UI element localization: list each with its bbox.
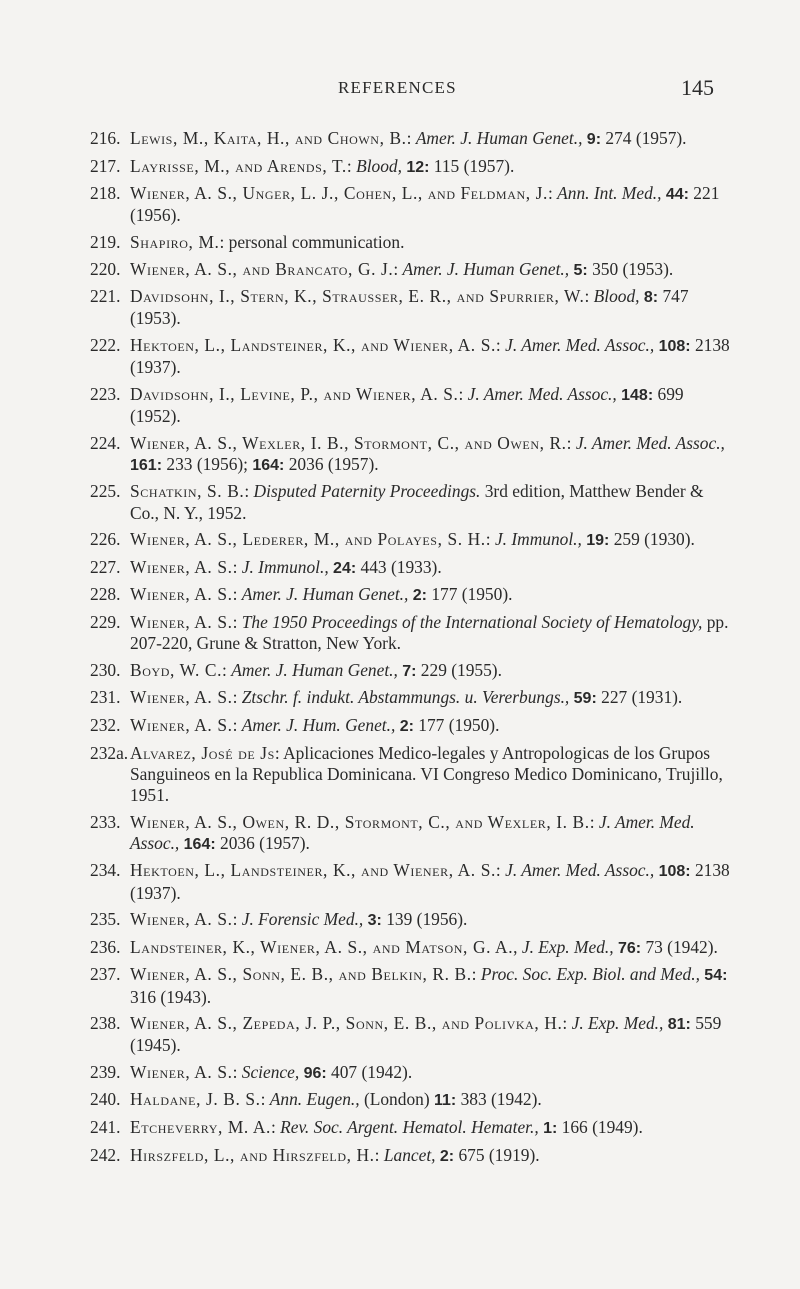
reference-source: J. Exp. Med.,	[521, 936, 614, 957]
reference-number: 238.	[90, 1013, 121, 1034]
reference-item	[90, 183, 730, 226]
reference-detail: : Aplicaciones Medico-legales y Antropologicas de los Grupos Sanguineos en la Republica Dominicana. VI Congreso Medico Dominicano, Trujillo, 1951.	[130, 742, 723, 805]
reference-text	[130, 964, 727, 1006]
reference-detail: 2036 (1957).	[284, 453, 379, 474]
reference-detail: :	[547, 183, 558, 204]
reference-detail: :	[458, 383, 468, 404]
reference-volume: 19:	[586, 532, 610, 550]
reference-number: 223.	[90, 383, 121, 404]
reference-detail: :	[232, 909, 242, 930]
reference-number: 231.	[90, 687, 121, 708]
reference-text	[130, 612, 728, 653]
reference-number: 241.	[90, 1117, 121, 1138]
reference-source: J. Exp. Med.,	[571, 1013, 664, 1034]
reference-volume: 54:	[704, 967, 728, 985]
reference-number: 232.	[90, 714, 121, 735]
reference-item	[90, 335, 730, 378]
reference-number: 221.	[90, 286, 121, 307]
reference-volume: 59:	[573, 690, 597, 708]
reference-text	[130, 232, 404, 252]
reference-authors: Wiener, A. S.	[130, 714, 233, 735]
reference-source: Blood,	[356, 155, 402, 176]
reference-number: 219.	[90, 231, 121, 252]
reference-text	[130, 1145, 540, 1165]
reference-authors: Hirszfeld, L., and Hirszfeld, H.	[130, 1144, 375, 1165]
reference-source: J. Amer. Med. Assoc.,	[575, 432, 725, 453]
reference-detail: 115 (1957).	[429, 155, 515, 176]
reference-detail: pp. 207-220, Grune & Stratton, New York.	[130, 611, 729, 654]
reference-number: 234.	[90, 860, 121, 881]
reference-detail: :	[495, 334, 506, 355]
reference-authors: Wiener, A. S.	[130, 1061, 233, 1082]
reference-detail: :	[244, 481, 254, 502]
reference-text	[130, 156, 514, 176]
reference-volume: 76:	[617, 939, 642, 957]
reference-volume: 164:	[183, 835, 216, 853]
reference-detail: 139 (1956).	[381, 909, 468, 930]
reference-number: 228.	[90, 584, 121, 605]
reference-volume: 12:	[406, 158, 430, 176]
reference-number: 239.	[90, 1061, 121, 1082]
reference-item	[90, 687, 730, 709]
reference-source: Amer. J. Human Genet.,	[415, 128, 583, 148]
reference-volume: 7:	[402, 662, 417, 680]
page-header	[0, 75, 800, 102]
reference-text	[130, 286, 689, 328]
reference-item	[90, 964, 730, 1007]
reference-item	[90, 156, 730, 178]
reference-detail: :	[232, 1061, 242, 1082]
reference-source: J. Amer. Med. Assoc.,	[505, 860, 655, 881]
reference-text	[130, 183, 719, 225]
reference-source: J. Amer. Med. Assoc.,	[130, 811, 695, 853]
reference-detail: 443 (1933).	[356, 556, 442, 577]
reference-authors: Schatkin, S. B.	[130, 481, 245, 502]
reference-number: 225.	[90, 481, 121, 502]
reference-detail: 166 (1949).	[557, 1117, 643, 1138]
reference-authors: Wiener, A. S., Lederer, M., and Polayes, S. H.	[130, 529, 486, 550]
reference-item	[90, 128, 730, 150]
reference-number: 237.	[90, 964, 121, 985]
reference-number: 227.	[90, 556, 121, 577]
reference-text	[130, 1089, 542, 1109]
page-number: 145	[681, 75, 714, 100]
reference-volume: 3:	[367, 912, 382, 930]
reference-text	[130, 687, 682, 707]
reference-source: The 1950 Proceedings of the International Society of Hematology,	[241, 611, 703, 632]
reference-source: Ann. Int. Med.,	[557, 183, 662, 204]
reference-detail: :	[232, 687, 242, 708]
reference-source: J. Amer. Med. Assoc.,	[467, 383, 617, 404]
reference-item	[90, 612, 730, 654]
reference-volume: 108:	[658, 863, 691, 881]
reference-detail: ,	[513, 936, 522, 957]
reference-item	[90, 715, 730, 737]
reference-detail: :	[232, 584, 242, 605]
reference-detail: :	[566, 432, 576, 453]
reference-item	[90, 584, 730, 606]
reference-text	[130, 937, 718, 957]
reference-item	[90, 259, 730, 281]
reference-volume: 1:	[543, 1120, 558, 1138]
reference-text	[130, 1117, 643, 1137]
reference-number: 224.	[90, 432, 121, 453]
reference-detail: 177 (1950).	[413, 714, 500, 735]
reference-volume: 9:	[586, 131, 602, 148]
reference-item	[90, 937, 730, 959]
reference-authors: Wiener, A. S., Zepeda, J. P., Sonn, E. B., and Polivka, H.	[130, 1013, 563, 1034]
reference-number: 232a.	[90, 742, 129, 763]
reference-detail: 2036 (1957).	[215, 832, 310, 853]
reference-authors: Wiener, A. S., Sonn, E. B., and Belkin, R. B.	[130, 964, 472, 985]
reference-text	[130, 909, 467, 929]
reference-source: Disputed Paternity Proceedings.	[253, 481, 481, 502]
reference-text	[130, 860, 730, 902]
reference-list	[90, 128, 730, 1172]
reference-authors: Shapiro, M.	[130, 231, 220, 252]
reference-detail: 177 (1950).	[426, 584, 513, 605]
reference-detail: :	[471, 964, 481, 985]
reference-source: Amer. J. Human Genet.,	[402, 258, 570, 279]
reference-detail: :	[393, 258, 403, 279]
reference-number: 226.	[90, 529, 121, 550]
reference-item	[90, 232, 730, 253]
reference-volume: 5:	[573, 261, 588, 279]
reference-authors: Landsteiner, K., Wiener, A. S., and Matson, G. A.	[130, 936, 514, 957]
reference-text	[130, 433, 725, 474]
reference-detail: : personal communication.	[219, 231, 405, 252]
reference-text	[130, 335, 730, 377]
reference-detail: 227 (1931).	[596, 687, 683, 708]
reference-authors: Haldane, J. B. S.	[130, 1089, 261, 1110]
reference-text	[130, 529, 695, 549]
reference-authors: Hektoen, L., Landsteiner, K., and Wiener, A. S.	[130, 334, 496, 355]
reference-item	[90, 1117, 730, 1139]
reference-detail: :	[562, 1013, 572, 1034]
reference-number: 222.	[90, 334, 121, 355]
reference-authors: Wiener, A. S.	[130, 556, 233, 577]
reference-number: 229.	[90, 611, 121, 632]
reference-text	[130, 584, 512, 604]
reference-volume: 2:	[439, 1147, 455, 1165]
reference-item	[90, 660, 730, 682]
reference-detail: :	[232, 556, 242, 577]
reference-authors: Etcheverry, M. A.	[130, 1117, 271, 1138]
reference-detail: :	[495, 860, 506, 881]
reference-detail: 73 (1942).	[641, 936, 718, 957]
reference-detail: :	[406, 128, 416, 148]
reference-detail: :	[584, 286, 594, 307]
reference-detail: 747 (1953).	[130, 286, 689, 329]
reference-item	[90, 1013, 730, 1056]
reference-volume: 24:	[333, 559, 357, 577]
reference-detail: 233 (1956);	[162, 453, 253, 474]
reference-authors: Wiener, A. S., Owen, R. D., Stormont, C., and Wexler, I. B.	[130, 811, 590, 832]
reference-item	[90, 812, 730, 855]
reference-source: Lancet,	[383, 1144, 436, 1165]
reference-source: Rev. Soc. Argent. Hematol. Hemater.,	[280, 1117, 539, 1138]
reference-number: 230.	[90, 659, 121, 680]
reference-text	[130, 812, 695, 853]
reference-item	[90, 433, 730, 476]
reference-source: J. Forensic Med.,	[241, 909, 364, 930]
reference-source: J. Immunol.,	[494, 529, 582, 550]
reference-source: Science,	[241, 1061, 300, 1082]
reference-source: Proc. Soc. Exp. Biol. and Med.,	[480, 964, 700, 985]
reference-detail: 2138 (1937).	[130, 860, 730, 903]
reference-source: Blood,	[593, 286, 640, 307]
reference-volume: 148:	[621, 386, 654, 404]
reference-detail: :	[374, 1144, 384, 1165]
reference-source: Amer. J. Human Genet.,	[241, 584, 409, 605]
reference-volume: 11:	[433, 1092, 457, 1110]
reference-authors: Hektoen, L., Landsteiner, K., and Wiener, A. S.	[130, 860, 496, 881]
reference-detail: 259 (1930).	[609, 529, 695, 550]
reference-authors: Alvarez, José de Js	[130, 742, 275, 763]
reference-number: 216.	[90, 128, 121, 148]
reference-text	[130, 128, 687, 148]
reference-number: 240.	[90, 1089, 121, 1110]
reference-text	[130, 384, 684, 426]
reference-source: Amer. J. Hum. Genet.,	[241, 714, 396, 735]
reference-volume: 108:	[658, 337, 691, 355]
reference-number: 233.	[90, 811, 121, 832]
reference-volume: 161:	[130, 456, 163, 474]
reference-authors: Wiener, A. S.	[130, 584, 233, 605]
reference-item	[90, 286, 730, 329]
reference-item	[90, 557, 730, 579]
reference-detail: 350 (1953).	[587, 258, 674, 279]
reference-source: Ztschr. f. indukt. Abstammungs. u. Vererbungs.,	[241, 687, 570, 708]
reference-text	[130, 660, 502, 680]
reference-item	[90, 1089, 730, 1111]
reference-source: J. Immunol.,	[241, 556, 329, 577]
reference-text	[130, 1062, 412, 1082]
reference-source: J. Amer. Med. Assoc.,	[505, 334, 655, 355]
reference-detail: 383 (1942).	[456, 1089, 542, 1110]
reference-text	[130, 743, 723, 805]
reference-detail: 407 (1942).	[326, 1061, 413, 1082]
reference-authors: Davidsohn, I., Levine, P., and Wiener, A. S.	[130, 383, 459, 404]
reference-detail: 229 (1955).	[416, 659, 502, 680]
reference-source: Ann. Eugen.,	[269, 1089, 360, 1110]
reference-volume: 2:	[399, 717, 414, 735]
reference-source: Amer. J. Human Genet.,	[231, 659, 398, 680]
reference-authors: Layrisse, M., and Arends, T.	[130, 155, 347, 176]
reference-volume: 2:	[412, 587, 427, 605]
reference-authors: Lewis, M., Kaita, H., and Chown, B.	[130, 128, 407, 148]
reference-number: 217.	[90, 155, 121, 176]
reference-item	[90, 529, 730, 551]
reference-authors: Wiener, A. S.	[130, 611, 233, 632]
reference-authors: Wiener, A. S.	[130, 687, 233, 708]
reference-detail: 675 (1919).	[454, 1144, 540, 1165]
reference-detail: 274 (1957).	[601, 128, 687, 148]
reference-detail: :	[589, 811, 599, 832]
reference-item	[90, 1145, 730, 1167]
reference-text	[130, 715, 499, 735]
reference-detail: :	[485, 529, 495, 550]
reference-text	[130, 1013, 721, 1055]
reference-number: 218.	[90, 183, 121, 204]
reference-detail: (London)	[359, 1089, 434, 1110]
reference-detail: 316 (1943).	[130, 986, 212, 1007]
reference-authors: Wiener, A. S., Unger, L. J., Cohen, L., and Feldman, J.	[130, 183, 548, 204]
reference-detail: 2138 (1937).	[130, 334, 730, 378]
reference-authors: Davidsohn, I., Stern, K., Strausser, E. R., and Spurrier, W.	[130, 286, 585, 307]
reference-detail: :	[222, 659, 232, 680]
reference-detail: 3rd edition, Matthew Bender & Co., N. Y., 1952.	[130, 481, 704, 523]
reference-item	[90, 1062, 730, 1084]
reference-number: 242.	[90, 1144, 121, 1165]
reference-item	[90, 384, 730, 427]
reference-item	[90, 860, 730, 903]
reference-detail: 559 (1945).	[130, 1013, 722, 1056]
reference-authors: Wiener, A. S., and Brancato, G. J.	[130, 258, 394, 279]
reference-authors: Wiener, A. S., Wexler, I. B., Stormont, C., and Owen, R.	[130, 432, 567, 453]
reference-detail: 699 (1952).	[130, 383, 684, 426]
running-title: REFERENCES	[338, 78, 457, 97]
reference-number: 236.	[90, 936, 121, 957]
reference-volume: 44:	[665, 186, 689, 204]
reference-volume: 164:	[252, 456, 285, 474]
reference-item	[90, 909, 730, 931]
reference-detail: 221 (1956).	[130, 183, 720, 226]
reference-detail: :	[260, 1089, 270, 1110]
reference-volume: 81:	[667, 1016, 691, 1034]
reference-number: 220.	[90, 258, 121, 279]
reference-volume: 96:	[303, 1064, 327, 1082]
reference-item	[90, 481, 730, 523]
reference-authors: Wiener, A. S.	[130, 909, 233, 930]
reference-detail: :	[232, 714, 242, 735]
reference-text	[130, 481, 704, 522]
reference-text	[130, 557, 442, 577]
reference-item	[90, 743, 730, 807]
reference-detail: :	[346, 155, 357, 176]
reference-number: 235.	[90, 909, 121, 930]
reference-text	[130, 259, 673, 279]
reference-detail: :	[270, 1117, 281, 1138]
reference-authors: Boyd, W. C.	[130, 659, 223, 680]
reference-detail: :	[232, 611, 242, 632]
reference-volume: 8:	[643, 289, 659, 307]
